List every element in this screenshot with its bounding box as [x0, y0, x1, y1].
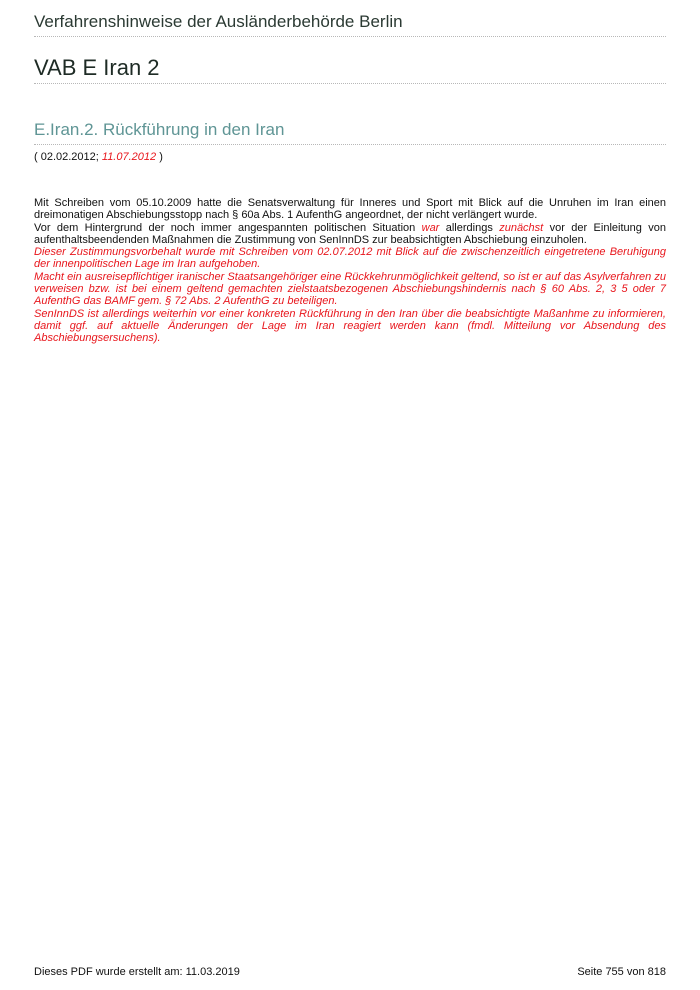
date-close: ) [156, 151, 163, 163]
paragraph-3-amended: Dieser Zustimmungsvorbehalt wurde mit Schreiben vom 02.07.2012 mit Blick auf die zwischenzeitlich eingetretene Beruhigung der innenpolitischen Lage im Iran aufgehoben. [34, 246, 666, 271]
body-text [34, 197, 666, 345]
amended-word-war: war [421, 221, 440, 234]
amended-word-zunaechst: zunächst [499, 221, 544, 234]
paragraph-2-part-a: Vor dem Hintergrund der noch immer angespannten politischen Situation [34, 221, 422, 234]
date-amended: 11.07.2012 [101, 151, 157, 163]
paragraph-4-amended: Macht ein ausreisepflichtiger iranischer Staatsangehöriger eine Rückkehrunmöglichkeit geltend, so ist er auf das Asylverfahren zu verweisen bzw. ist bei einem geltend gemachten zielstaatsbezogenen Abschiebungshindernis nach § 60 Abs. 2, 3 5 oder 7 AufenthG das BAMF gem. § 72 Abs. 2 AufenthG zu beteiligen. [34, 270, 666, 308]
footer-created-date: Dieses PDF wurde erstellt am: 11.03.2019 [34, 966, 240, 978]
paragraph-2-part-c: allerdings [439, 221, 500, 234]
revision-dates [34, 151, 163, 163]
date-original: ( 02.02.2012; [34, 151, 102, 163]
document-title: VAB E Iran 2 [34, 55, 160, 80]
section-divider [34, 144, 666, 145]
paragraph-5-amended: SenInnDS ist allerdings weiterhin vor einer konkreten Rückführung in den Iran über die beabsichtigte Maßanhme zu informieren, damit ggf. auf aktuelle Änderungen der Lage im Iran reagiert werden kann (fmdl. Mitteilung vor Absendung des Abschiebungsersuchens). [34, 307, 666, 345]
title-divider [34, 83, 666, 84]
paragraph-2 [34, 222, 666, 247]
header-title: Verfahrenshinweise der Ausländerbehörde Berlin [34, 12, 403, 31]
section-title: E.Iran.2. Rückführung in den Iran [34, 120, 285, 139]
paragraph-2-part-e: vor der Einleitung von aufenthaltsbeendenden Maßnahmen die Zustimmung von SenInnDS zur beabsichtigten Abschiebung einzuholen. [34, 221, 666, 246]
footer-page-number: Seite 755 von 818 [577, 966, 666, 978]
paragraph-1: Mit Schreiben vom 05.10.2009 hatte die Senatsverwaltung für Inneres und Sport mit Blick auf die Unruhen im Iran einen dreimonatigen Abschiebungsstopp nach § 60a Abs. 1 AufenthG angeordnet, der nicht verlängert wurde. [34, 197, 666, 222]
header-divider [34, 36, 666, 37]
